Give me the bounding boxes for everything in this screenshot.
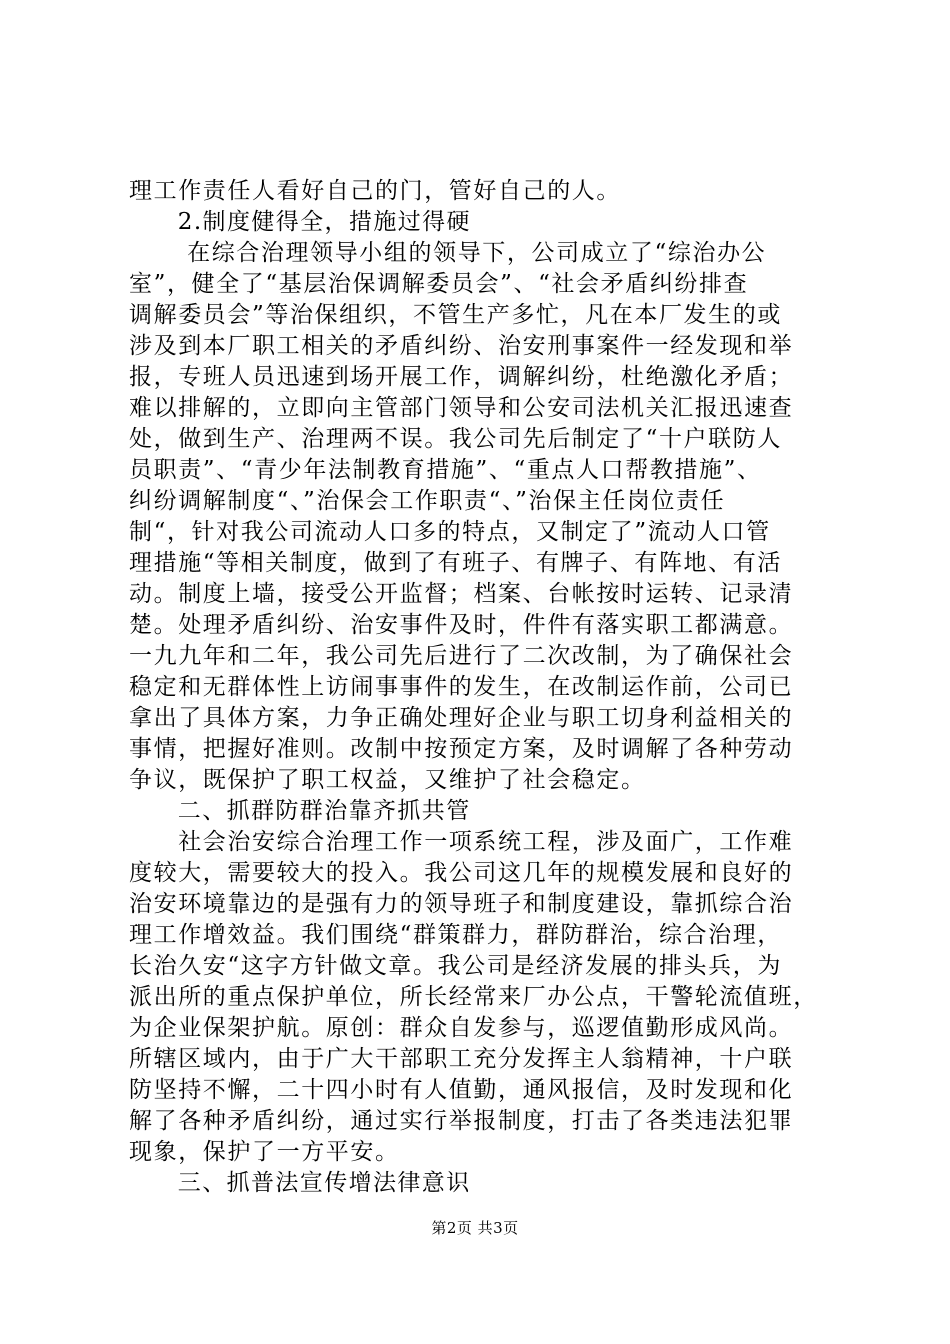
text-line: 理工作责任人看好自己的门，管好自己的人。 — [129, 178, 621, 204]
page-number-footer: 第2页 共3页 — [431, 1219, 519, 1237]
text-line: 处，做到生产、治理两不误。我公司先后制定了“十户联防人 — [129, 426, 782, 452]
section-heading: 二、抓群防群治靠齐抓共管 — [129, 798, 471, 824]
text-line: 动。制度上墙，接受公开监督；档案、台帐按时运转、记录清 — [129, 581, 794, 607]
text-line: 理措施“等相关制度，做到了有班子、有牌子、有阵地、有活 — [129, 550, 782, 576]
text-line: 报，专班人员迅速到场开展工作，调解纠纷，杜绝激化矛盾； — [129, 364, 794, 390]
text-line: 现象，保护了一方平安。 — [129, 1139, 400, 1165]
text-line: 为企业保架护航。原创：群众自发参与，巡逻值勤形成风尚。 — [129, 1015, 794, 1041]
text-line: 稳定和无群体性上访闹事事件的发生，在改制运作前，公司已 — [129, 674, 794, 700]
text-line: 难以排解的，立即向主管部门领导和公安司法机关汇报迅速查 — [129, 395, 794, 421]
text-line: 调解委员会”等治保组织，不管生产多忙，凡在本厂发生的或 — [129, 302, 782, 328]
text-line: 解了各种矛盾纠纷，通过实行举报制度，打击了各类违法犯罪 — [129, 1108, 794, 1134]
section-heading: 2.制度健得全，措施过得硬 — [129, 209, 471, 235]
text-line: 一九九年和二年，我公司先后进行了二次改制，为了确保社会 — [129, 643, 794, 669]
text-line: 长治久安“这字方针做文章。我公司是经济发展的排头兵，为 — [129, 953, 782, 979]
text-line: 室”，健全了“基层治保调解委员会”、“社会矛盾纠纷排查 — [129, 271, 749, 297]
text-line: 事情，把握好准则。改制中按预定方案，及时调解了各种劳动 — [129, 736, 794, 762]
text-line: 治安环境靠边的是强有力的领导班子和制度建设，靠抓综合治 — [129, 891, 794, 917]
text-line: 理工作增效益。我们围绕“群策群力，群防群治，综合治理， — [129, 922, 782, 948]
text-line: 纠纷调解制度“、”治保会工作职责“、”治保主任岗位责任 — [129, 488, 726, 514]
text-line: 员职责”、“青少年法制教育措施”、“重点人口帮教措施”、 — [129, 457, 762, 483]
text-line: 派出所的重点保护单位，所长经常来厂办公点，干警轮流值班， — [129, 984, 818, 1010]
text-line: 楚。处理矛盾纠纷、治安事件及时，件件有落实职工都满意。 — [129, 612, 794, 638]
text-line: 社会治安综合治理工作一项系统工程，涉及面广，工作难 — [129, 829, 794, 855]
text-line: 在综合治理领导小组的领导下，公司成立了“综治办公 — [129, 240, 767, 266]
text-line: 度较大，需要较大的投入。我公司这几年的规模发展和良好的 — [129, 860, 794, 886]
text-line: 涉及到本厂职工相关的矛盾纠纷、治安刑事案件一经发现和举 — [129, 333, 794, 359]
text-line: 拿出了具体方案，力争正确处理好企业与职工切身利益相关的 — [129, 705, 794, 731]
text-line: 争议，既保护了职工权益，又维护了社会稳定。 — [129, 767, 646, 793]
section-heading: 三、抓普法宣传增法律意识 — [129, 1170, 471, 1196]
text-line: 防坚持不懈，二十四小时有人值勤，通风报信，及时发现和化 — [129, 1077, 794, 1103]
text-line: 所辖区域内，由于广大干部职工充分发挥主人翁精神，十户联 — [129, 1046, 794, 1072]
text-line: 制“，针对我公司流动人口多的特点，又制定了”流动人口管 — [129, 519, 771, 545]
